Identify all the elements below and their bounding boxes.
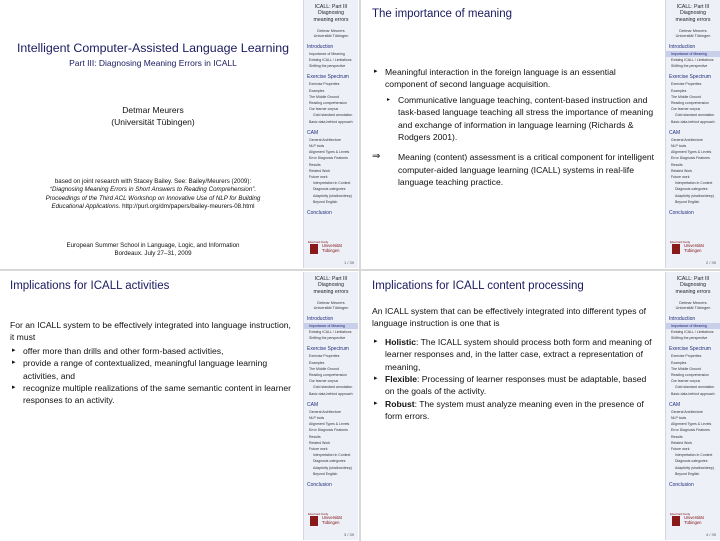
bullet-item: ▸ recognize multiple realizations of the same semantic content in learner responses to an activity. bbox=[10, 382, 294, 407]
sidebar-subsection-link[interactable]: NLP tools bbox=[309, 416, 325, 421]
sidebar-subsection-link[interactable]: Gold standard annotation bbox=[313, 113, 353, 118]
sidebar-title-line: ICALL: Part III bbox=[676, 276, 710, 282]
bullet-item bbox=[372, 336, 656, 373]
university-seal-icon bbox=[672, 516, 680, 526]
sidebar-author bbox=[304, 301, 358, 311]
sidebar-subsection-link[interactable]: Beyond English bbox=[675, 199, 700, 204]
sidebar-author-line: Detmar Meurers bbox=[679, 301, 707, 306]
bullet-list bbox=[372, 66, 660, 143]
sidebar-subsection-link[interactable]: Beyond English bbox=[313, 199, 338, 204]
university-logo-line: Eberhard Karls bbox=[308, 240, 329, 244]
sidebar-subsection-link[interactable]: Error Diagnosis Features bbox=[671, 428, 710, 433]
sidebar-subsection-link[interactable]: Existing ICALL / Limitations bbox=[671, 58, 714, 63]
sidebar-author-line: Detmar Meurers bbox=[317, 301, 345, 306]
bullet-term: Flexible bbox=[385, 374, 417, 385]
sidebar-author bbox=[666, 29, 720, 39]
sidebar-title-line: meaning errors bbox=[313, 16, 349, 23]
sidebar-title-line: ICALL: Part III bbox=[676, 4, 710, 10]
sidebar-title-line: Diagnosing bbox=[680, 10, 706, 17]
slide-content bbox=[362, 272, 665, 540]
sidebar-subsection-link[interactable]: Results bbox=[671, 434, 683, 439]
sidebar-subsection-link[interactable]: Diagnosis categories bbox=[675, 187, 708, 192]
author-name: Detmar Meurers bbox=[122, 105, 184, 115]
sidebar-subsection-link[interactable]: Reading comprehension bbox=[309, 101, 347, 106]
sidebar-subsection-link[interactable]: Exercise Properties bbox=[671, 354, 702, 359]
sidebar-subsection-link[interactable]: Alignment Types & Levels bbox=[309, 150, 350, 155]
slide-body bbox=[372, 66, 660, 189]
sidebar-subsection-link[interactable]: Alignment Types & Levels bbox=[309, 422, 350, 427]
sidebar-subsection-link[interactable]: Basic data-behind approach bbox=[309, 119, 353, 124]
sidebar-author-line: Universität Tübingen bbox=[313, 306, 349, 311]
sidebar-subsection-link[interactable]: Exercise Properties bbox=[309, 82, 340, 87]
sidebar-subsection-link[interactable]: Reading comprehension bbox=[309, 373, 347, 378]
intro-text: An ICALL system that can be effectively integrated into different types of language instruction is one that is bbox=[372, 306, 647, 329]
page-number: 3 / 39 bbox=[343, 532, 354, 537]
sidebar-title bbox=[304, 0, 358, 23]
author-affiliation: (Universität Tübingen) bbox=[111, 117, 195, 127]
sidebar-section-link[interactable]: Conclusion bbox=[669, 482, 694, 489]
sidebar-section-link[interactable]: Introduction bbox=[669, 43, 696, 50]
university-logo-line: Tübingen bbox=[684, 519, 702, 525]
author-block bbox=[5, 104, 301, 128]
university-logo-line: Eberhard Karls bbox=[670, 240, 691, 244]
sidebar-subsection-link[interactable]: Exercise Properties bbox=[671, 82, 702, 87]
sidebar-subsection-link[interactable]: Related Work bbox=[671, 440, 693, 445]
navigation-sidebar bbox=[303, 0, 358, 268]
sidebar-subsection-link[interactable]: Related Work bbox=[309, 440, 331, 445]
bullet-text: : Processing of learner responses must be adaptable, based on the goals of the activity. bbox=[385, 374, 647, 397]
sidebar-author-line: Detmar Meurers bbox=[317, 29, 345, 34]
sidebar-subsection-link[interactable]: Interpretation in Context bbox=[675, 453, 713, 458]
navigation-sidebar bbox=[665, 272, 720, 540]
university-logo bbox=[308, 240, 354, 256]
sidebar-subsection-link[interactable]: Examples bbox=[671, 88, 687, 93]
sidebar-subsection-link[interactable]: Beyond English bbox=[313, 471, 338, 476]
sidebar-section-link[interactable]: Exercise Spectrum bbox=[669, 74, 711, 81]
slide-body bbox=[10, 319, 294, 407]
sidebar-subsection-link[interactable]: Future work bbox=[671, 447, 690, 452]
sidebar-subsection-link[interactable]: Our learner corpus bbox=[309, 379, 339, 384]
reference-line: “Diagnosing Meaning Errors in Short Answers to Reading Comprehension”. bbox=[49, 186, 257, 194]
sidebar-section-link[interactable]: Exercise Spectrum bbox=[307, 346, 349, 353]
sidebar-section-link[interactable]: Conclusion bbox=[307, 482, 332, 489]
sidebar-subsection-link[interactable]: Existing ICALL / Limitations bbox=[309, 58, 352, 63]
sidebar-author bbox=[666, 301, 720, 311]
bullet-text: : The ICALL system should process both form and meaning of learner responses and, in the latter case, extract a representation of meaning, bbox=[385, 336, 652, 372]
slide-body bbox=[372, 305, 656, 423]
sidebar-subsection-link[interactable]: Future work bbox=[309, 175, 328, 180]
sidebar-section-link[interactable]: CAM bbox=[669, 129, 681, 136]
sidebar-subsection-link[interactable]: The Middle Ground bbox=[671, 366, 701, 371]
intro-text: For an ICALL system to be effectively integrated into language instruction, it must bbox=[10, 320, 291, 343]
sidebar-subsection-link[interactable]: Existing ICALL / Limitations bbox=[671, 330, 714, 335]
sidebar-author-line: Universität Tübingen bbox=[675, 306, 711, 311]
university-seal-icon bbox=[310, 244, 318, 254]
sub-bullet-text: Communicative language teaching, content-based instruction and task-based language teaching all stress the importance of meaning and exchange of information in language learning (Richards & Rodgers 2001). bbox=[398, 94, 654, 143]
event-name: European Summer School in Language, Logic, and Information bbox=[66, 242, 240, 249]
university-logo bbox=[670, 240, 716, 256]
sidebar-section-link[interactable]: Conclusion bbox=[307, 210, 332, 217]
conclusion-text: Meaning (content) assessment is a critical component for intelligent computer-aided language learning (ICALL) systems in real-life language teaching practice. bbox=[398, 152, 655, 188]
sidebar-subsection-link[interactable]: Gold standard annotation bbox=[313, 385, 353, 390]
sidebar-section-link[interactable]: CAM bbox=[307, 401, 319, 408]
sidebar-title-line: ICALL: Part III bbox=[314, 276, 348, 282]
sub-bullet-item bbox=[385, 94, 660, 144]
sidebar-subsection-link[interactable]: Reading comprehension bbox=[671, 373, 709, 378]
event-block bbox=[5, 242, 301, 259]
bullet-item bbox=[372, 373, 656, 398]
sidebar-subsection-link[interactable]: The Middle Ground bbox=[309, 94, 339, 99]
sidebar-subsection-link[interactable]: Shifting the perspective bbox=[309, 64, 346, 69]
university-logo bbox=[308, 512, 354, 528]
university-logo-line: Tübingen bbox=[322, 519, 340, 525]
bullet-text: : The system must analyze meaning even in the presence of form errors. bbox=[385, 398, 644, 422]
sidebar-title-line: Diagnosing bbox=[318, 282, 344, 289]
presentation-title: Intelligent Computer-Assisted Language Learning bbox=[16, 41, 290, 55]
university-logo-line: Universität bbox=[684, 515, 704, 520]
reference-venue: Educational Applications. bbox=[51, 202, 121, 210]
sidebar-section-link[interactable]: Conclusion bbox=[669, 210, 694, 217]
sidebar-section-link[interactable]: Introduction bbox=[307, 315, 334, 322]
slide-2 bbox=[362, 0, 720, 268]
sidebar-author-line: Detmar Meurers bbox=[679, 29, 707, 34]
sidebar-subsection-link[interactable]: The Middle Ground bbox=[309, 366, 339, 371]
page-number: 1 / 39 bbox=[343, 260, 354, 265]
sidebar-subsection-link[interactable]: Future work bbox=[309, 447, 328, 452]
university-logo-line: Tübingen bbox=[322, 247, 340, 253]
sidebar-subsection-link[interactable]: Our learner corpus bbox=[309, 107, 339, 112]
sidebar-title bbox=[666, 0, 720, 23]
implies-arrow-icon: ⇒ bbox=[372, 151, 381, 163]
sidebar-subsection-link[interactable]: Shifting the perspective bbox=[671, 336, 708, 341]
sidebar-subsection-link[interactable]: Existing ICALL / Limitations bbox=[309, 330, 352, 335]
sidebar-subsection-link[interactable]: Shifting the perspective bbox=[671, 64, 708, 69]
university-logo-line: Tübingen bbox=[684, 247, 702, 253]
navigation-sidebar bbox=[665, 0, 720, 268]
sidebar-subsection-link[interactable]: Reading comprehension bbox=[671, 101, 709, 106]
sidebar-subsection-link[interactable]: Alignment Types & Levels bbox=[671, 422, 712, 427]
slide-content bbox=[362, 0, 665, 268]
sidebar-title bbox=[666, 272, 720, 295]
university-logo bbox=[670, 512, 716, 528]
sidebar-subsection-link[interactable]: Examples bbox=[309, 360, 325, 365]
sidebar-subsection-link[interactable]: Exercise Properties bbox=[309, 354, 340, 359]
sidebar-subsection-link[interactable]: Diagnosis categories bbox=[313, 459, 346, 464]
sidebar-subsection-link[interactable]: Results bbox=[309, 434, 321, 439]
sub-bullet-list bbox=[385, 94, 660, 144]
sidebar-title-line: Diagnosing bbox=[680, 282, 706, 289]
sidebar-author-line: Universität Tübingen bbox=[313, 34, 349, 39]
sidebar-subsection-link[interactable]: Adaptivity (shallow/deep) bbox=[675, 193, 714, 198]
sidebar-subsection-link[interactable]: Importance of Meaning bbox=[304, 323, 358, 329]
bullet-term: Holistic bbox=[385, 336, 417, 347]
university-logo-line: Universität bbox=[684, 243, 704, 248]
bullet-item bbox=[372, 398, 656, 423]
page-number: 4 / 39 bbox=[705, 532, 716, 537]
presentation-subtitle: Part III: Diagnosing Meaning Errors in ICALL bbox=[69, 58, 237, 68]
sidebar-subsection-link[interactable]: Adaptivity (shallow/deep) bbox=[313, 193, 352, 198]
bullet-item bbox=[372, 66, 660, 143]
sidebar-subsection-link[interactable]: Examples bbox=[671, 360, 687, 365]
slide-divider-vertical bbox=[359, 0, 361, 541]
university-logo-line: Eberhard Karls bbox=[308, 512, 329, 516]
sidebar-subsection-link[interactable]: Importance of Meaning bbox=[666, 323, 720, 329]
sidebar-title-line: meaning errors bbox=[675, 16, 711, 23]
university-seal-icon bbox=[672, 244, 680, 254]
university-logo-line: Universität bbox=[322, 515, 342, 520]
sidebar-subsection-link[interactable]: Beyond English bbox=[675, 471, 700, 476]
sidebar-subsection-link[interactable]: Diagnosis categories bbox=[675, 459, 708, 464]
frame-title: Implications for ICALL content processing bbox=[372, 280, 584, 292]
sidebar-subsection-link[interactable]: General Architecture bbox=[671, 409, 703, 414]
reference-block bbox=[5, 178, 301, 211]
sidebar-subsection-link[interactable]: Results bbox=[671, 162, 683, 167]
sidebar-title-line: Diagnosing bbox=[318, 10, 344, 17]
sidebar-subsection-link[interactable]: Basic data-behind approach bbox=[671, 119, 715, 124]
sidebar-subsection-link[interactable]: Interpretation in Context bbox=[313, 181, 351, 186]
sidebar-title-line: meaning errors bbox=[675, 288, 711, 295]
sidebar-subsection-link[interactable]: General Architecture bbox=[309, 409, 341, 414]
sidebar-subsection-link[interactable]: Alignment Types & Levels bbox=[671, 150, 712, 155]
sidebar-subsection-link[interactable]: Examples bbox=[309, 88, 325, 93]
sidebar-subsection-link[interactable]: Basic data-behind approach bbox=[671, 391, 715, 396]
slide-content bbox=[0, 272, 303, 540]
reference-line: based on joint research with Stacey Bailey. See: Bailey/Meurers (2009): bbox=[54, 178, 252, 185]
sidebar-subsection-link[interactable]: NLP tools bbox=[309, 144, 325, 149]
sidebar-subsection-link[interactable]: Our learner corpus bbox=[671, 379, 701, 384]
page-number: 2 / 39 bbox=[705, 260, 716, 265]
slide-4 bbox=[362, 272, 720, 540]
bullet-list bbox=[372, 336, 656, 423]
sidebar-title-line: meaning errors bbox=[313, 288, 349, 295]
sidebar-section-link[interactable]: Exercise Spectrum bbox=[669, 346, 711, 353]
sidebar-section-link[interactable]: CAM bbox=[669, 401, 681, 408]
sidebar-subsection-link[interactable]: Future work bbox=[671, 175, 690, 180]
university-seal-icon bbox=[310, 516, 318, 526]
sidebar-section-link[interactable]: Introduction bbox=[307, 43, 334, 50]
university-logo-line: Eberhard Karls bbox=[670, 512, 691, 516]
bullet-term: Robust bbox=[385, 398, 415, 409]
sidebar-subsection-link[interactable]: Shifting the perspective bbox=[309, 336, 346, 341]
sidebar-subsection-link[interactable]: Related Work bbox=[309, 168, 331, 173]
sidebar-subsection-link[interactable]: The Middle Ground bbox=[671, 94, 701, 99]
sidebar-section-link[interactable]: CAM bbox=[307, 129, 319, 136]
sidebar-subsection-link[interactable]: Adaptivity (shallow/deep) bbox=[313, 465, 352, 470]
sidebar-subsection-link[interactable]: Gold standard annotation bbox=[675, 113, 715, 118]
bullet-item: ▸ offer more than drills and other form-based activities, bbox=[10, 345, 294, 357]
frame-title: The importance of meaning bbox=[372, 8, 512, 20]
sidebar-subsection-link[interactable]: Error Diagnosis Features bbox=[671, 156, 710, 161]
sidebar-subsection-link[interactable]: Results bbox=[309, 162, 321, 167]
sidebar-subsection-link[interactable]: Interpretation in Context bbox=[675, 181, 713, 186]
sidebar-subsection-link[interactable]: General Architecture bbox=[309, 137, 341, 142]
reference-url[interactable]: http://purl.org/dm/papers/bailey-meurers-08.html bbox=[120, 202, 255, 210]
slide-content bbox=[0, 0, 303, 268]
bullet-list bbox=[10, 345, 294, 407]
bullet-text: Meaningful interaction in the foreign language is an essential component of second language acquisition. bbox=[385, 67, 616, 90]
sidebar-author bbox=[304, 29, 358, 39]
sidebar-subsection-link[interactable]: Related Work bbox=[671, 168, 693, 173]
sidebar-subsection-link[interactable]: Error Diagnosis Features bbox=[309, 428, 348, 433]
sidebar-subsection-link[interactable]: Error Diagnosis Features bbox=[309, 156, 348, 161]
sidebar-subsection-link[interactable]: NLP tools bbox=[671, 416, 687, 421]
sidebar-section-link[interactable]: Exercise Spectrum bbox=[307, 74, 349, 81]
sidebar-section-link[interactable]: Introduction bbox=[669, 315, 696, 322]
sidebar-subsection-link[interactable]: NLP tools bbox=[671, 144, 687, 149]
sidebar-subsection-link[interactable]: Diagnosis categories bbox=[313, 187, 346, 192]
bullet-item: ▸ provide a range of contextualized, meaningful language learning activities, and bbox=[10, 357, 294, 382]
event-place-date: Bordeaux. July 27–31, 2009 bbox=[114, 250, 192, 258]
sidebar-subsection-link[interactable]: Our learner corpus bbox=[671, 107, 701, 112]
sidebar-subsection-link[interactable]: Importance of Meaning bbox=[309, 51, 345, 56]
slide-1 bbox=[0, 0, 358, 268]
sidebar-subsection-link[interactable]: Gold standard annotation bbox=[675, 385, 715, 390]
sidebar-subsection-link[interactable]: Interpretation in Context bbox=[313, 453, 351, 458]
sidebar-author-line: Universität Tübingen bbox=[675, 34, 711, 39]
university-logo-line: Universität bbox=[322, 243, 342, 248]
navigation-sidebar bbox=[303, 272, 358, 540]
sidebar-subsection-link[interactable]: Importance of Meaning bbox=[666, 51, 720, 57]
sidebar-subsection-link[interactable]: General Architecture bbox=[671, 137, 703, 142]
conclusion-item bbox=[372, 151, 660, 188]
sidebar-subsection-link[interactable]: Adaptivity (shallow/deep) bbox=[675, 465, 714, 470]
sidebar-title bbox=[304, 272, 358, 295]
reference-line: Proceedings of the Third ACL Workshop on Innovative Use of NLP for Building bbox=[45, 194, 261, 202]
sidebar-title-line: ICALL: Part III bbox=[314, 4, 348, 10]
reference-line bbox=[5, 203, 301, 211]
frame-title: Implications for ICALL activities bbox=[10, 280, 170, 292]
slide-3 bbox=[0, 272, 358, 540]
sidebar-subsection-link[interactable]: Basic data-behind approach bbox=[309, 391, 353, 396]
